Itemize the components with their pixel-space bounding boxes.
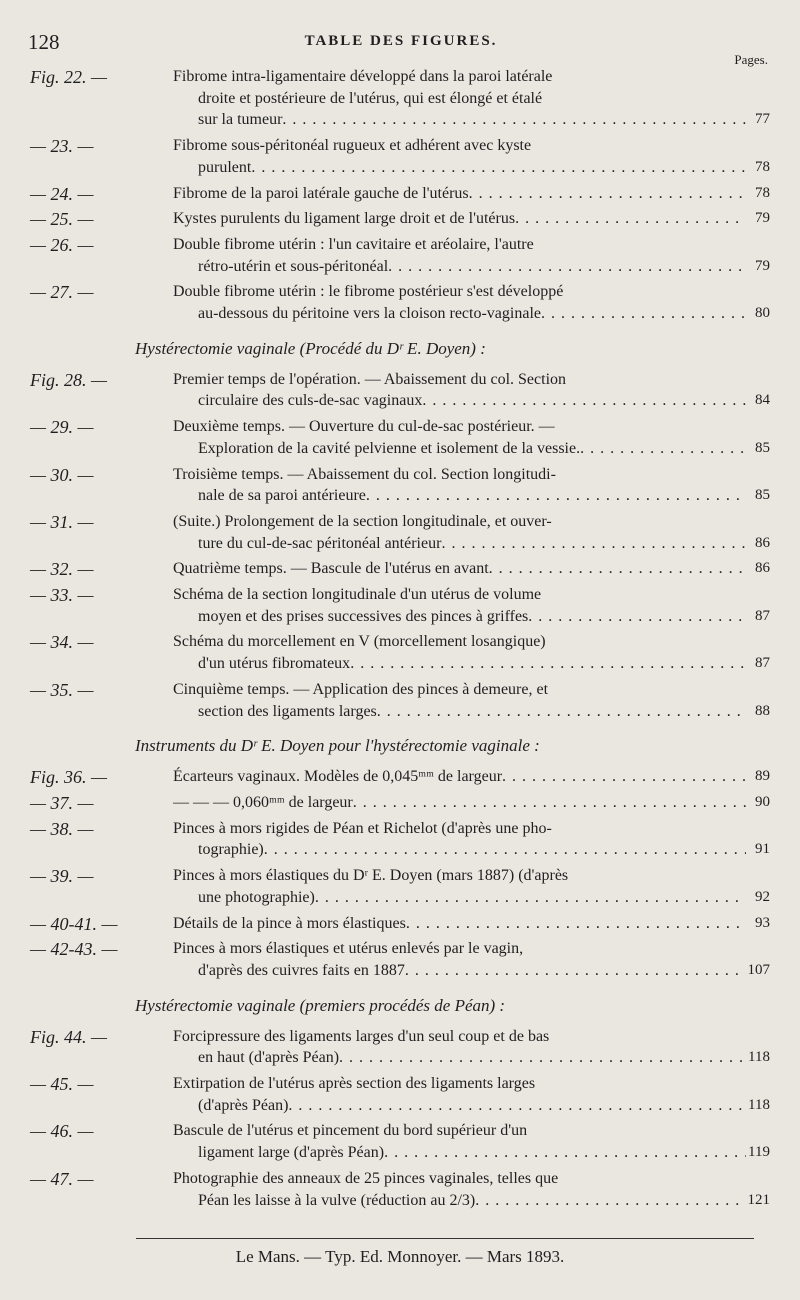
- caption-line: sur la tumeur: [198, 111, 283, 129]
- figure-entry: [30, 464, 770, 507]
- dot-leader: [405, 960, 746, 982]
- running-title: TABLE DES FIGURES.: [304, 33, 498, 49]
- caption-line: Forcipressure des ligaments larges d'un seul coup et de bas: [173, 1027, 550, 1045]
- page-reference: 87: [755, 655, 770, 672]
- caption-line: d'un utérus fibromateux: [198, 655, 351, 673]
- figure-number: Fig. 28. —: [30, 369, 108, 390]
- dot-leader: [384, 1142, 746, 1164]
- dot-leader: [528, 606, 746, 628]
- page-reference: 93: [755, 914, 770, 931]
- figure-number: — 46. —: [30, 1121, 94, 1142]
- dot-leader: [353, 792, 746, 814]
- dot-leader: [288, 1095, 746, 1117]
- figure-number: — 42-43. —: [30, 939, 118, 960]
- dot-leader: [469, 183, 746, 205]
- figure-number: — 29. —: [30, 417, 94, 438]
- figure-number: — 31. —: [30, 511, 94, 532]
- figure-entry: [30, 369, 770, 412]
- caption-line: tographie): [198, 841, 264, 859]
- figure-number: — 35. —: [30, 679, 94, 700]
- dot-leader: [377, 701, 746, 723]
- printer-imprint: Le Mans. — Typ. Ed. Monnoyer. — Mars 1893.: [235, 1247, 565, 1266]
- page-reference: 84: [755, 392, 770, 409]
- caption-line: Double fibrome utérin : l'un cavitaire et aréolaire, l'autre: [173, 235, 534, 253]
- figure-number: — 45. —: [30, 1074, 94, 1095]
- figure-entry: [30, 416, 770, 459]
- page-reference: 118: [748, 1096, 770, 1113]
- figure-number: — 30. —: [30, 464, 94, 485]
- page-reference: 77: [755, 111, 770, 128]
- figure-entry: [30, 766, 770, 788]
- page-reference: 85: [755, 487, 770, 504]
- footer-rule: [136, 1238, 754, 1239]
- figure-number: Fig. 44. —: [30, 1026, 108, 1047]
- dot-leader: [350, 653, 746, 675]
- caption-line: ligament large (d'après Péan): [198, 1144, 385, 1162]
- dot-leader: [406, 913, 746, 935]
- figure-number: — 33. —: [30, 585, 94, 606]
- caption-line: Schéma de la section longitudinale d'un utérus de volume: [173, 586, 542, 604]
- figure-entry: [30, 558, 770, 580]
- figure-entry: [30, 66, 770, 131]
- page-reference: 78: [755, 158, 770, 175]
- dot-leader: [580, 438, 746, 460]
- caption-line: rétro-utérin et sous-péritonéal: [198, 257, 389, 275]
- caption-line: Détails de la pince à mors élastiques: [173, 914, 406, 932]
- page-reference: 119: [748, 1144, 770, 1161]
- figure-number: — 32. —: [30, 559, 94, 580]
- figure-number: — 24. —: [30, 183, 94, 204]
- figure-entry: [30, 234, 770, 277]
- caption-line: Deuxième temps. — Ouverture du cul-de-sac postérieur. —: [173, 418, 555, 436]
- caption-line: (d'après Péan): [198, 1096, 289, 1114]
- page-reference: 88: [755, 702, 770, 719]
- dot-leader: [315, 887, 746, 909]
- page-reference: 79: [755, 257, 770, 274]
- caption-line: d'après des cuivres faits en 1887: [198, 961, 405, 979]
- caption-line: Pinces à mors élastiques du Dʳ E. Doyen (mars 1887) (d'après: [173, 867, 569, 885]
- figure-entry: [30, 631, 770, 674]
- page-reference: 86: [755, 534, 770, 551]
- caption-line: moyen et des prises successives des pinces à griffes: [198, 607, 529, 625]
- figure-entry: [30, 511, 770, 554]
- figure-entry: [30, 1168, 770, 1211]
- figure-number: — 38. —: [30, 818, 94, 839]
- caption-line: Extirpation de l'utérus après section des ligaments larges: [173, 1075, 536, 1093]
- dot-leader: [475, 1190, 746, 1212]
- caption-line: Troisième temps. — Abaissement du col. Section longitudi-: [173, 465, 556, 483]
- caption-line: au-dessous du péritoine vers la cloison recto-vaginale: [198, 305, 541, 323]
- page-header: [28, 30, 774, 56]
- section-heading: Hystérectomie vaginale (Procédé du Dʳ E. Doyen) :: [135, 338, 486, 358]
- dot-leader: [388, 256, 746, 278]
- caption-line: Quatrième temps. — Bascule de l'utérus en avant: [173, 560, 489, 578]
- caption-line: Exploration de la cavité pelvienne et isolement de la vessie.: [198, 439, 581, 457]
- caption-line: Premier temps de l'opération. — Abaissement du col. Section: [173, 370, 567, 388]
- figure-entry: [30, 135, 770, 178]
- figure-entry: [30, 865, 770, 908]
- page-reference: 78: [755, 184, 770, 201]
- figure-entry: [30, 584, 770, 627]
- caption-line: Photographie des anneaux de 25 pinces vaginales, telles que: [173, 1169, 559, 1187]
- figure-number: Fig. 36. —: [30, 767, 108, 788]
- caption-line: Schéma du morcellement en V (morcellement losangique): [173, 633, 546, 651]
- page-reference: 118: [748, 1049, 770, 1066]
- caption-line: Pinces à mors élastiques et utérus enlevés par le vagin,: [173, 940, 524, 958]
- section-heading: Hystérectomie vaginale (premiers procédés de Péan) :: [135, 995, 506, 1015]
- caption-line: une photographie): [198, 888, 315, 906]
- dot-leader: [541, 303, 746, 325]
- caption-line: Kystes purulents du ligament large droit et de l'utérus: [173, 210, 516, 228]
- page-reference: 86: [755, 560, 770, 577]
- figure-entry: [30, 1120, 770, 1163]
- dot-leader: [515, 208, 746, 230]
- page-reference: 107: [747, 961, 770, 978]
- figure-number: — 37. —: [30, 792, 94, 813]
- caption-line: Fibrome sous-péritonéal rugueux et adhérent avec kyste: [173, 137, 532, 155]
- dot-leader: [441, 533, 746, 555]
- figure-entry: [30, 183, 770, 205]
- page-number: 128: [28, 30, 60, 54]
- figure-entry: [30, 938, 770, 981]
- figure-entry: [30, 818, 770, 861]
- caption-line: Bascule de l'utérus et pincement du bord supérieur d'un: [173, 1122, 528, 1140]
- figure-number: — 34. —: [30, 632, 94, 653]
- figure-entry: [30, 792, 770, 814]
- dot-leader: [489, 558, 746, 580]
- figure-number: — 47. —: [30, 1168, 94, 1189]
- caption-line: nale de sa paroi antérieure: [198, 487, 366, 505]
- page-reference: 91: [755, 841, 770, 858]
- dot-leader: [502, 766, 746, 788]
- caption-line: circulaire des culs-de-sac vaginaux: [198, 392, 423, 410]
- caption-line: section des ligaments larges: [198, 702, 377, 720]
- caption-line: Pinces à mors rigides de Péan et Richelot (d'après une pho-: [173, 819, 552, 837]
- figure-list: [30, 66, 770, 1215]
- figure-number: — 40-41. —: [30, 913, 118, 934]
- caption-line: Péan les laisse à la vulve (réduction au 2/3): [198, 1191, 476, 1209]
- dot-leader: [339, 1047, 746, 1069]
- page-reference: 121: [747, 1191, 770, 1208]
- figure-number: — 27. —: [30, 282, 94, 303]
- figure-entry: [30, 281, 770, 324]
- page-reference: 85: [755, 439, 770, 456]
- caption-line: — — — 0,060ᵐᵐ de largeur: [173, 793, 353, 811]
- figure-entry: [30, 1026, 770, 1069]
- caption-line: Fibrome de la paroi latérale gauche de l'utérus: [173, 184, 469, 202]
- page-reference: 90: [755, 793, 770, 810]
- figure-number: — 39. —: [30, 866, 94, 887]
- dot-leader: [282, 109, 746, 131]
- section-heading: Instruments du Dʳ E. Doyen pour l'hystérectomie vaginale :: [135, 736, 540, 756]
- caption-line: (Suite.) Prolongement de la section longitudinale, et ouver-: [173, 512, 552, 530]
- figure-number: — 26. —: [30, 234, 94, 255]
- caption-line: en haut (d'après Péan): [198, 1049, 340, 1067]
- page-reference: 79: [755, 210, 770, 227]
- caption-line: Double fibrome utérin : le fibrome postérieur s'est développé: [173, 283, 564, 301]
- page-reference: 89: [755, 768, 770, 785]
- caption-line: ture du cul-de-sac péritonéal antérieur: [198, 534, 442, 552]
- figure-entry: [30, 679, 770, 722]
- dot-leader: [264, 839, 746, 861]
- figure-entry: [30, 208, 770, 230]
- caption-line: purulent: [198, 158, 252, 176]
- dot-leader: [366, 485, 746, 507]
- caption-line: droite et postérieure de l'utérus, qui est élongé et étalé: [198, 89, 543, 107]
- dot-leader: [422, 390, 746, 412]
- figure-entry: [30, 1073, 770, 1116]
- figure-number: Fig. 22. —: [30, 67, 108, 87]
- figure-number: — 23. —: [30, 136, 94, 157]
- figure-number: — 25. —: [30, 209, 94, 230]
- caption-line: Fibrome intra-ligamentaire développé dans la paroi latérale: [173, 68, 553, 85]
- dot-leader: [251, 157, 746, 179]
- page-reference: 92: [755, 888, 770, 905]
- caption-line: Cinquième temps. — Application des pinces à demeure, et: [173, 680, 549, 698]
- pages-column-label: Pages.: [734, 52, 768, 67]
- caption-line: Écarteurs vaginaux. Modèles de 0,045ᵐᵐ de largeur: [173, 768, 503, 786]
- page-reference: 80: [755, 305, 770, 322]
- page-reference: 87: [755, 607, 770, 624]
- figure-entry: [30, 913, 770, 935]
